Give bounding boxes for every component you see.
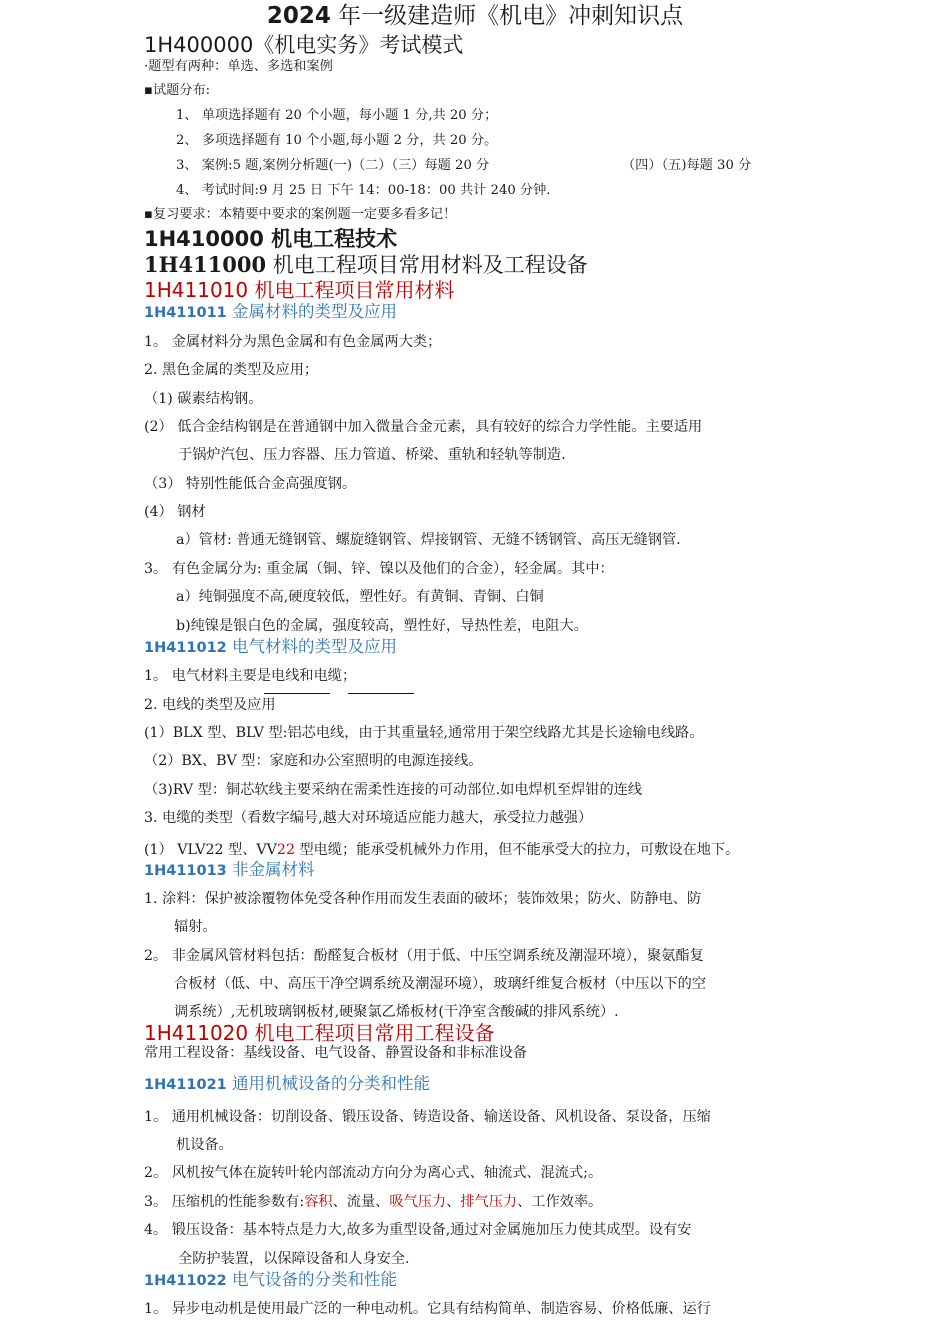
subsection-code: 1H411012	[144, 640, 227, 656]
text-run: 、工作效率。	[517, 1194, 603, 1210]
paragraph-line: 2. 电线的类型及应用	[144, 697, 276, 713]
paragraph-line: 3。 有色金属分为: 重金属（铜、锌、镍以及他们的合金），轻金属。其中：	[144, 561, 614, 577]
exam-item-1: 1、 单项选择题有 20 个小题，每小题 1 分,共 20 分；	[176, 108, 498, 123]
exam-item-3: 3、 案例:5 题,案例分析题(一)（二）（三）每题 20 分	[176, 158, 490, 173]
exam-line-types: ·题型有两种：单选、多选和案例	[144, 59, 333, 74]
paragraph-line: b)纯镍是银白色的金属，强度较高，塑性好，导热性差，电阻大。	[176, 618, 588, 634]
paragraph-line: 1. 涂料：保护被涂覆物体免受各种作用而发生表面的破坏；装饰效果；防火、防静电、防	[144, 891, 702, 907]
exam-line-distribution: ▪试题分布:	[144, 83, 211, 98]
paragraph-line: 1。 金属材料分为黑色金属和有色金属两大类；	[144, 334, 442, 350]
paragraph-line: 1。 异步电动机是使用最广泛的一种电动机。它具有结构简单、制造容易、价格低廉、运行	[144, 1301, 711, 1317]
section-title: 机电工程项目常用材料及工程设备	[266, 253, 588, 277]
text-run: 、	[446, 1194, 461, 1210]
paragraph-line: 机设备。	[176, 1137, 233, 1153]
paragraph-line: （2）BX、BV 型：家庭和办公室照明的电源连接线。	[144, 753, 483, 769]
exam-item-4: 4、 考试时间:9 月 25 日 下午 14：00-18：00 共计 240 分钟.	[176, 183, 551, 198]
section-title: 机电工程项目常用工程设备	[248, 1021, 495, 1045]
section-heading-1h411010	[144, 277, 454, 303]
exam-item-2: 2、 多项选择题有 10 个小题,每小题 2 分，共 20 分。	[176, 133, 498, 148]
subsection-code: 1H411011	[144, 305, 227, 321]
paragraph-line: 2。 非金属风管材料包括：酚醛复合板材（用于低、中压空调系统及潮湿环境），聚氨酯复	[144, 948, 704, 964]
subsection-title: 电气材料的类型及应用	[226, 637, 398, 656]
subsection-heading-1h411012	[144, 636, 397, 659]
subsection-code: 1H411021	[144, 1077, 227, 1093]
paragraph-line: 全防护装置，以保障设备和人身安全.	[178, 1251, 410, 1267]
paragraph-line	[144, 840, 739, 860]
paragraph-line	[144, 1192, 602, 1212]
paragraph-line: 3. 电缆的类型（看数字编号,越大对环境适应能力越大，承受拉力越强）	[144, 810, 593, 826]
subsection-heading-1h411022	[144, 1269, 397, 1292]
highlight-text: 容积	[304, 1194, 333, 1210]
paragraph-line: 于锅炉汽包、压力容器、压力管道、桥梁、重轨和轻轨等制造.	[178, 447, 566, 463]
paragraph-line: a）纯铜强度不高,硬度较低，塑性好。有黄铜、青铜、白铜	[176, 589, 544, 605]
subsection-title: 电气设备的分类和性能	[226, 1270, 398, 1289]
paragraph-line: （3） 特别性能低合金高强度钢。	[144, 476, 357, 492]
paragraph-line: 调系统）,无机玻璃钢板材,硬聚氯乙烯板材(干净室含酸碱的排风系统）.	[174, 1004, 619, 1020]
subsection-heading-1h411013	[144, 859, 315, 882]
paragraph-line: 1。 通用机械设备：切削设备、锻压设备、铸造设备、输送设备、风机设备、泵设备，压缩	[144, 1109, 711, 1125]
paragraph-line: 合板材（低、中、高压干净空调系统及潮湿环境），玻璃纤维复合板材（中压以下的空	[174, 976, 707, 992]
section-code: 1H411020	[144, 1021, 249, 1045]
section-code: 1H411010	[144, 278, 249, 302]
title-text: 年一级建造师《机电》冲刺知识点	[330, 3, 684, 29]
subsection-code: 1H411022	[144, 1273, 227, 1289]
paragraph-line: 4。 锻压设备：基本特点是力大,故多为重型设备,通过对金属施加压力使其成型。设有安	[144, 1222, 692, 1238]
section-code: 1H411000	[144, 252, 267, 277]
text-run: 、流量、	[332, 1194, 390, 1210]
paragraph-line: 2. 黑色金属的类型及应用；	[144, 362, 319, 378]
paragraph-line: (1）BLX 型、BLV 型:铝芯电线，由于其重量轻,通常用于架空线路尤其是长途输电线路。	[144, 725, 704, 741]
text-run: (1） VLV22 型、VV	[144, 842, 277, 858]
exam-heading-text: 《机电实务》考试模式	[253, 33, 464, 57]
paragraph-line: （1) 碳素结构钢。	[144, 391, 263, 407]
subsection-title: 通用机械设备的分类和性能	[226, 1074, 431, 1093]
highlight-text: 吸气压力	[389, 1194, 447, 1210]
underline-rule	[264, 693, 330, 694]
highlight-text: 排气压力	[460, 1194, 518, 1210]
underline-rule	[348, 693, 414, 694]
paragraph-line: 2。 风机按气体在旋转叶轮内部流动方向分为离心式、轴流式、混流式;。	[144, 1165, 603, 1181]
title-year: 2024	[266, 3, 331, 29]
subsection-code: 1H411013	[144, 863, 227, 879]
paragraph-line: 1。 电气材料主要是电线和电缆；	[144, 668, 357, 684]
paragraph-line: a）管材: 普通无缝钢管、螺旋缝钢管、焊接钢管、无缝不锈钢管、高压无缝钢管.	[176, 532, 681, 548]
exam-heading	[144, 32, 463, 58]
subsection-heading-1h411011	[144, 301, 397, 324]
paragraph-line: (4） 钢材	[144, 504, 206, 520]
exam-heading-code: 1H400000	[144, 33, 254, 57]
paragraph-line: 辐射。	[174, 919, 217, 935]
document-title	[0, 2, 950, 30]
exam-item-3-tail: （四）（五)每题 30 分	[622, 158, 752, 173]
section-heading-1h410000: 1H410000 机电工程技术	[144, 227, 398, 251]
text-run: 型电缆；能承受机械外力作用，但不能承受大的拉力，可敷设在地下。	[294, 842, 740, 858]
subsection-title: 非金属材料	[226, 860, 315, 879]
exam-review-note: ▪复习要求：本精要中要求的案例题一定要多看多记！	[144, 207, 457, 222]
subsection-title: 金属材料的类型及应用	[226, 302, 398, 321]
section-title: 机电工程项目常用材料	[248, 278, 455, 302]
highlight-text: 22	[276, 842, 295, 858]
paragraph-line: 常用工程设备：基线设备、电气设备、静置设备和非标准设备	[144, 1045, 528, 1061]
paragraph-line: （3)RV 型：铜芯软线主要采纳在需柔性连接的可动部位.如电焊机至焊钳的连线	[144, 782, 643, 798]
section-heading-1h411000	[144, 252, 588, 278]
text-run: 3。 压缩机的性能参数有:	[144, 1194, 305, 1210]
subsection-heading-1h411021	[144, 1073, 430, 1096]
paragraph-line: (2） 低合金结构钢是在普通钢中加入微量合金元素，具有较好的综合力学性能。主要适用	[144, 419, 703, 435]
